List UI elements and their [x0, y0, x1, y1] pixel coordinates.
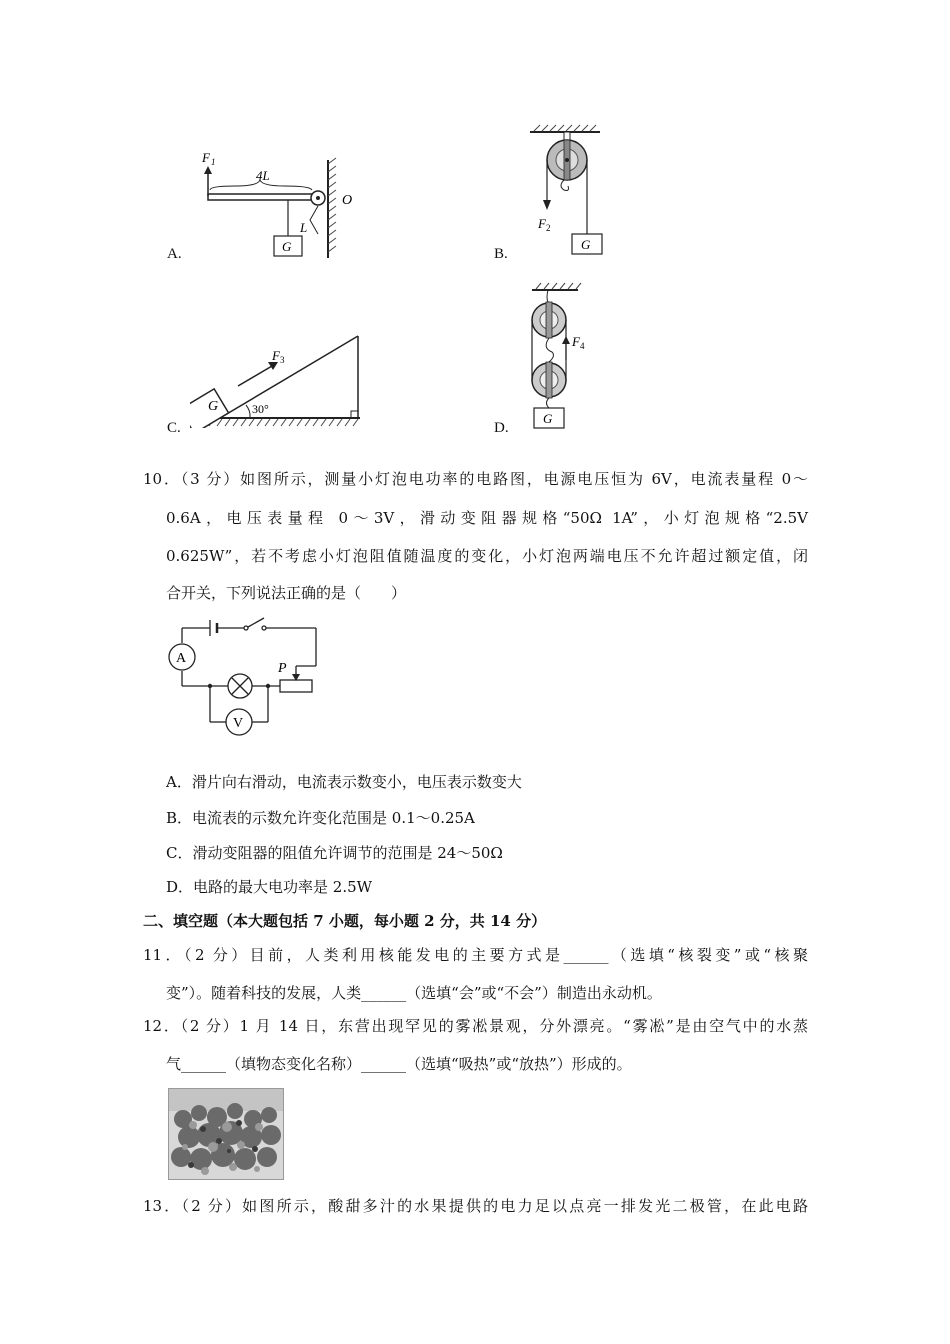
q12-line-2: 气______（填物态变化名称）______（选填“吸热”或“放热”）形成的。 — [166, 1055, 632, 1073]
figure-b-weight: G — [581, 237, 591, 252]
figure-a-pivot: O — [342, 193, 353, 208]
q12-line-1: 12．（2 分）1 月 14 日，东营出现罕见的雾凇景观，分外漂亮。“雾凇”是由空气中的水蒸 — [143, 1017, 808, 1035]
figure-d-force-sub: 4 — [580, 341, 585, 351]
q11-line-1: 11．（2 分）目前，人类利用核能发电的主要方式是______（选填“核裂变”或“核聚 — [143, 946, 808, 964]
q10-slider-symbol: P — [278, 661, 287, 676]
q10-line-2: 0.6A，电压表量程 0～3V，滑动变阻器规格“50Ω 1A”，小灯泡规格“2.5V — [166, 509, 808, 527]
figure-c-force-sub: 3 — [280, 355, 285, 365]
figure-d-label: D. — [494, 420, 509, 436]
figure-c-label: C. — [167, 420, 181, 436]
q10-circuit-diagram — [160, 610, 340, 745]
q11-line-2: 变”）。随着科技的发展，人类______（选填“会”或“不会”）制造出永动机。 — [166, 984, 662, 1002]
q10-ammeter-symbol: A — [176, 651, 187, 666]
q10-option-d: D．电路的最大电功率是 2.5W — [166, 878, 373, 896]
figure-b-force-sub: 2 — [546, 223, 551, 233]
figure-a-long-arm: 4L — [256, 168, 270, 183]
figure-c-incline — [190, 328, 370, 428]
figure-a-force-sub: 1 — [211, 157, 216, 167]
section-2-title: 二、填空题（本大题包括 7 小题，每小题 2 分，共 14 分） — [143, 912, 547, 930]
figure-c-angle: 30° — [252, 402, 269, 416]
figure-b-pulley — [520, 120, 620, 260]
figure-b-force: F — [538, 216, 546, 231]
figure-c-weight: G — [208, 399, 219, 414]
figure-d-force: F — [572, 334, 580, 349]
figure-d-pulley-block — [520, 280, 610, 430]
figure-d-weight: G — [543, 411, 553, 426]
q10-line-1: 10．（3 分）如图所示，测量小灯泡电功率的电路图，电源电压恒为 6V，电流表量程 0～ — [143, 470, 808, 488]
figure-b-label: B. — [494, 246, 508, 262]
figure-a-lever — [160, 140, 380, 270]
q10-option-b: B．电流表的示数允许变化范围是 0.1～0.25A — [166, 809, 475, 827]
q10-voltmeter-symbol: V — [233, 716, 244, 731]
figure-a-weight: G — [282, 239, 292, 254]
figure-a-label: A. — [167, 246, 182, 262]
figure-a-short-arm: L — [300, 220, 308, 235]
q12-rime-photo — [168, 1088, 284, 1180]
q10-option-c: C．滑动变阻器的阻值允许调节的范围是 24～50Ω — [166, 844, 503, 862]
q10-line-3: 0.625W”，若不考虑小灯泡阻值随温度的变化，小灯泡两端电压不允许超过额定值，闭 — [166, 547, 808, 565]
q10-option-a: A．滑片向右滑动，电流表示数变小，电压表示数变大 — [166, 773, 522, 791]
figure-a-force: F — [202, 150, 210, 165]
q10-line-4: 合开关，下列说法正确的是（ ） — [166, 584, 407, 602]
q13-line-1: 13．（2 分）如图所示，酸甜多汁的水果提供的电力足以点亮一排发光二极管，在此电路 — [143, 1197, 808, 1215]
figure-c-force: F — [272, 348, 280, 363]
